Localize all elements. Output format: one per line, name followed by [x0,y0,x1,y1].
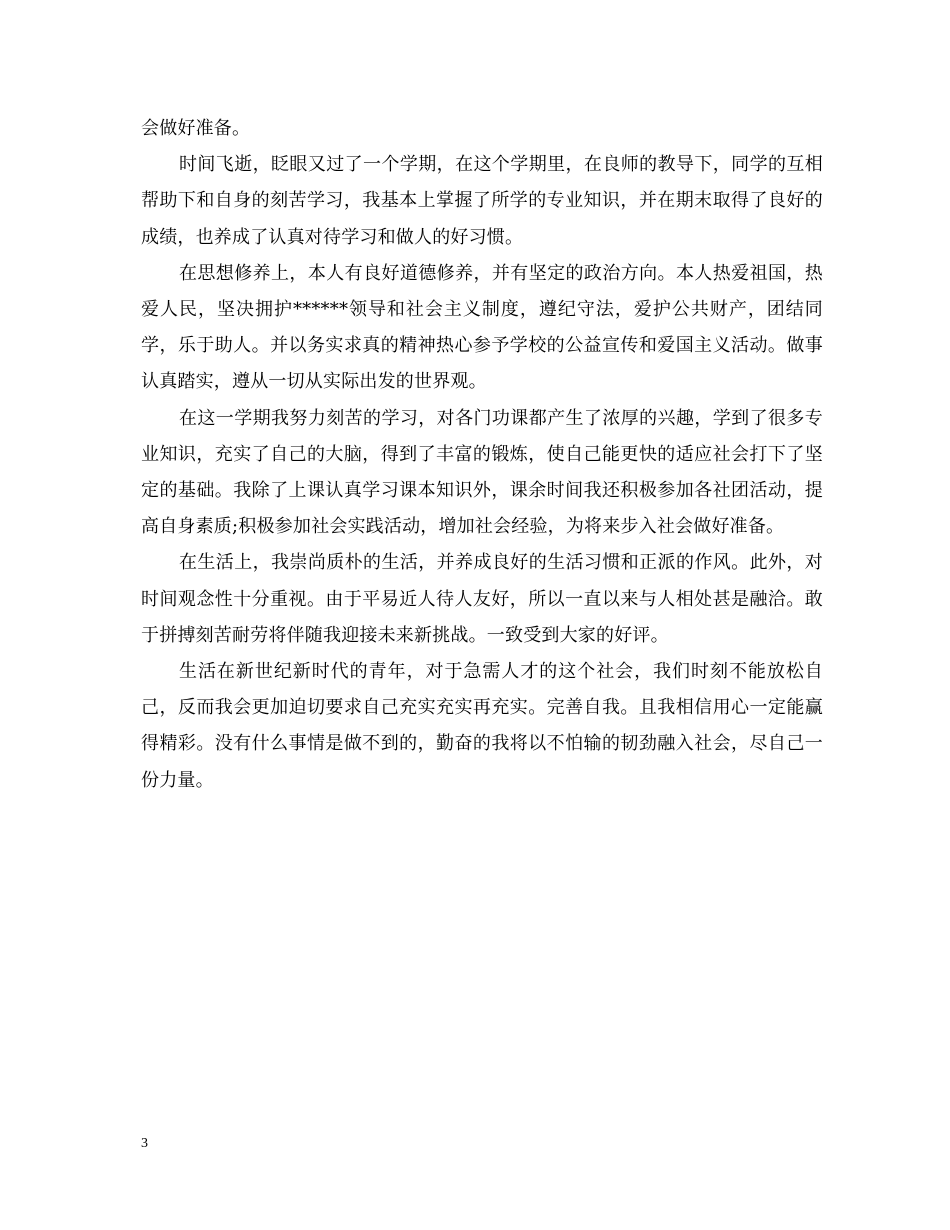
paragraph-life: 在生活上，我崇尚质朴的生活，并养成良好的生活习惯和正派的作风。此外，对时间观念性十分重视。由于平易近人待人友好，所以一直以来与人相处甚是融洽。敢于拼搏刻苦耐劳将伴随我迎接未来新挑战。一致受到大家的好评。 [141,552,823,646]
page-number: 3 [141,1136,148,1151]
paragraph-ideology: 在思想修养上，本人有良好道德修养，并有坚定的政治方向。本人热爱祖国，热爱人民，坚决拥护******领导和社会主义制度，遵纪守法，爱护公共财产，团结同学，乐于助人。并以务实求真的精神热心参予学校的公益宣传和爱国主义活动。做事认真踏实，遵从一切从实际出发的世界观。 [141,262,823,393]
paragraph-study: 在这一学期我努力刻苦的学习，对各门功课都产生了浓厚的兴趣，学到了很多专业知识，充实了自己的大脑，得到了丰富的锻炼，使自己能更快的适应社会打下了坚定的基础。我除了上课认真学习课本知识外，课余时间我还积极参加各社团活动，提高自身素质;积极参加社会实践活动，增加社会经验，为将来步入社会做好准备。 [141,407,823,538]
paragraph-conclusion: 生活在新世纪新时代的青年，对于急需人才的这个社会，我们时刻不能放松自己，反而我会更加迫切要求自己充实充实再充实。完善自我。且我相信用心一定能赢得精彩。没有什么事情是做不到的，勤奋的我将以不怕输的韧劲融入社会，尽自己一份力量。 [141,661,823,791]
paragraph-semester-summary: 时间飞逝，眨眼又过了一个学期，在这个学期里，在良师的教导下，同学的互相帮助下和自身的刻苦学习，我基本上掌握了所学的专业知识，并在期末取得了良好的成绩，也养成了认真对待学习和做人的好习惯。 [141,154,823,248]
paragraph-continuation: 会做好准备。 [141,118,251,139]
document-body [141,111,823,799]
